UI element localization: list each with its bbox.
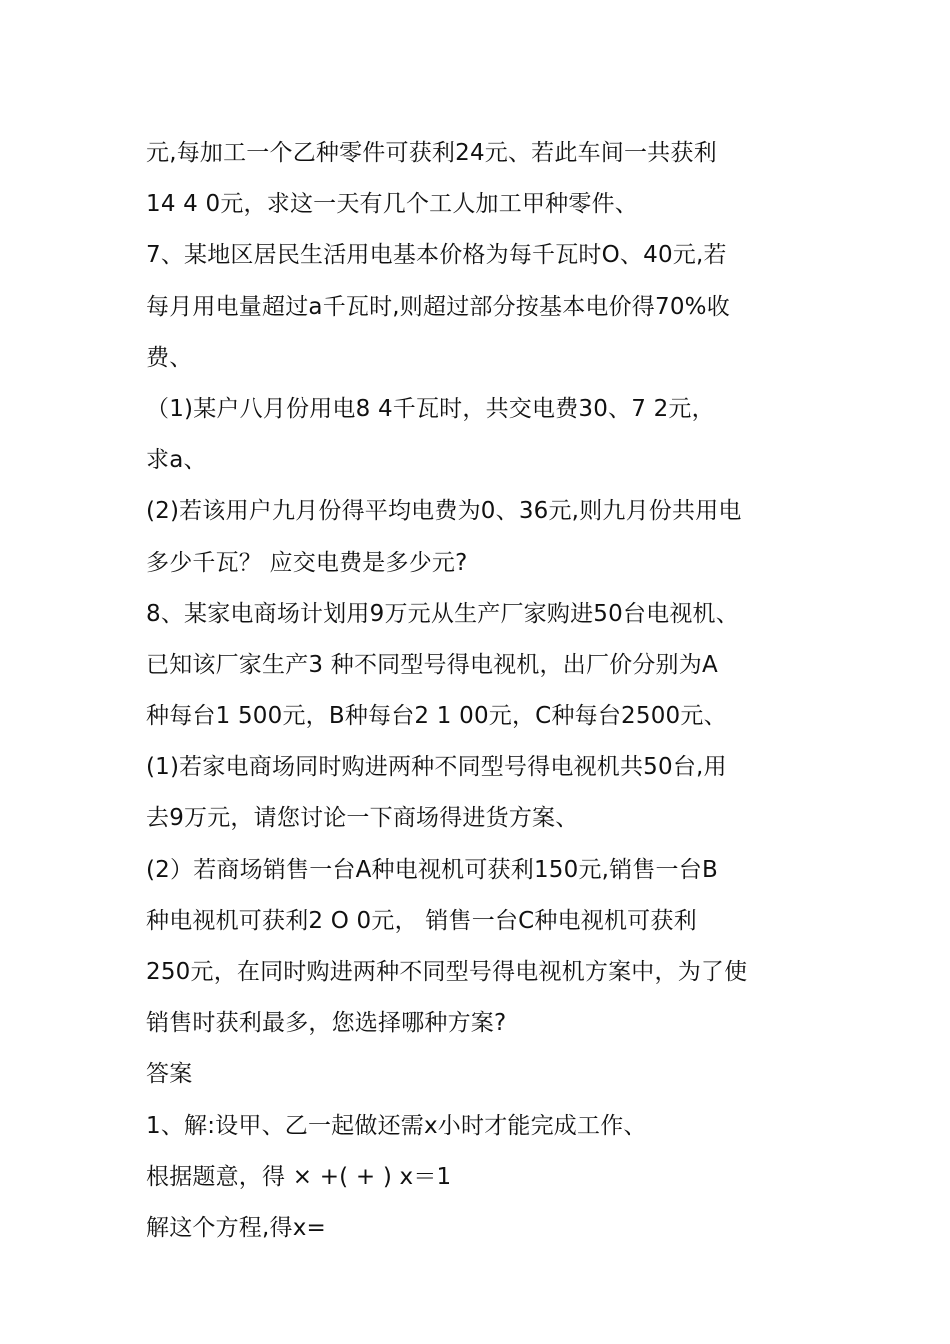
answers-heading: 答案 xyxy=(146,1061,193,1088)
text-line: 销售时获利最多，您选择哪种方案? xyxy=(146,1010,507,1037)
text-line: 多少千瓦？ 应交电费是多少元? xyxy=(146,549,468,576)
answer-1-line: 1、解:设甲、乙一起做还需x小时才能完成工作、 xyxy=(146,1112,647,1139)
text-line: 250元，在同时购进两种不同型号得电视机方案中，为了使 xyxy=(146,959,748,985)
document-body xyxy=(146,128,826,1254)
text-line: 已知该厂家生产3 种不同型号得电视机，出厂价分别为A xyxy=(146,651,718,678)
solution-line: 解这个方程,得x= xyxy=(146,1214,326,1241)
question-8-line: 8、某家电商场计划用9万元从生产厂家购进50台电视机、 xyxy=(146,600,739,627)
text-line: 求a、 xyxy=(146,447,207,474)
text-line: 去9万元，请您讨论一下商场得进货方案、 xyxy=(146,805,579,832)
question-7-part-2-line: (2)若该用户九月份得平均电费为0、36元,则九月份共用电 xyxy=(146,498,742,525)
question-8-part-1-line: (1)若家电商场同时购进两种不同型号得电视机共50台,用 xyxy=(146,754,727,781)
text-line: 元,每加工一个乙种零件可获利24元、若此车间一共获利 xyxy=(146,140,717,166)
question-7-line: 7、某地区居民生活用电基本价格为每千瓦时O、40元,若 xyxy=(146,242,727,269)
text-line: 种每台1 500元，B种每台2 1 00元，C种每台2500元、 xyxy=(146,703,727,730)
question-7-part-1-line: （1)某户八月份用电8 4千瓦时，共交电费30、7 2元， xyxy=(146,395,715,422)
text-line: 14 4 0元，求这一天有几个工人加工甲种零件、 xyxy=(146,191,638,218)
equation-line: 根据题意，得 × +( + ) x＝1 xyxy=(146,1163,452,1190)
text-line: 费、 xyxy=(146,344,193,371)
text-line: 每月用电量超过a千瓦时,则超过部分按基本电价得70%收 xyxy=(146,293,730,320)
question-8-part-2-line: (2）若商场销售一台A种电视机可获利150元,销售一台B xyxy=(146,856,718,883)
text-line: 种电视机可获利2 O 0元， 销售一台C种电视机可获利 xyxy=(146,907,697,934)
